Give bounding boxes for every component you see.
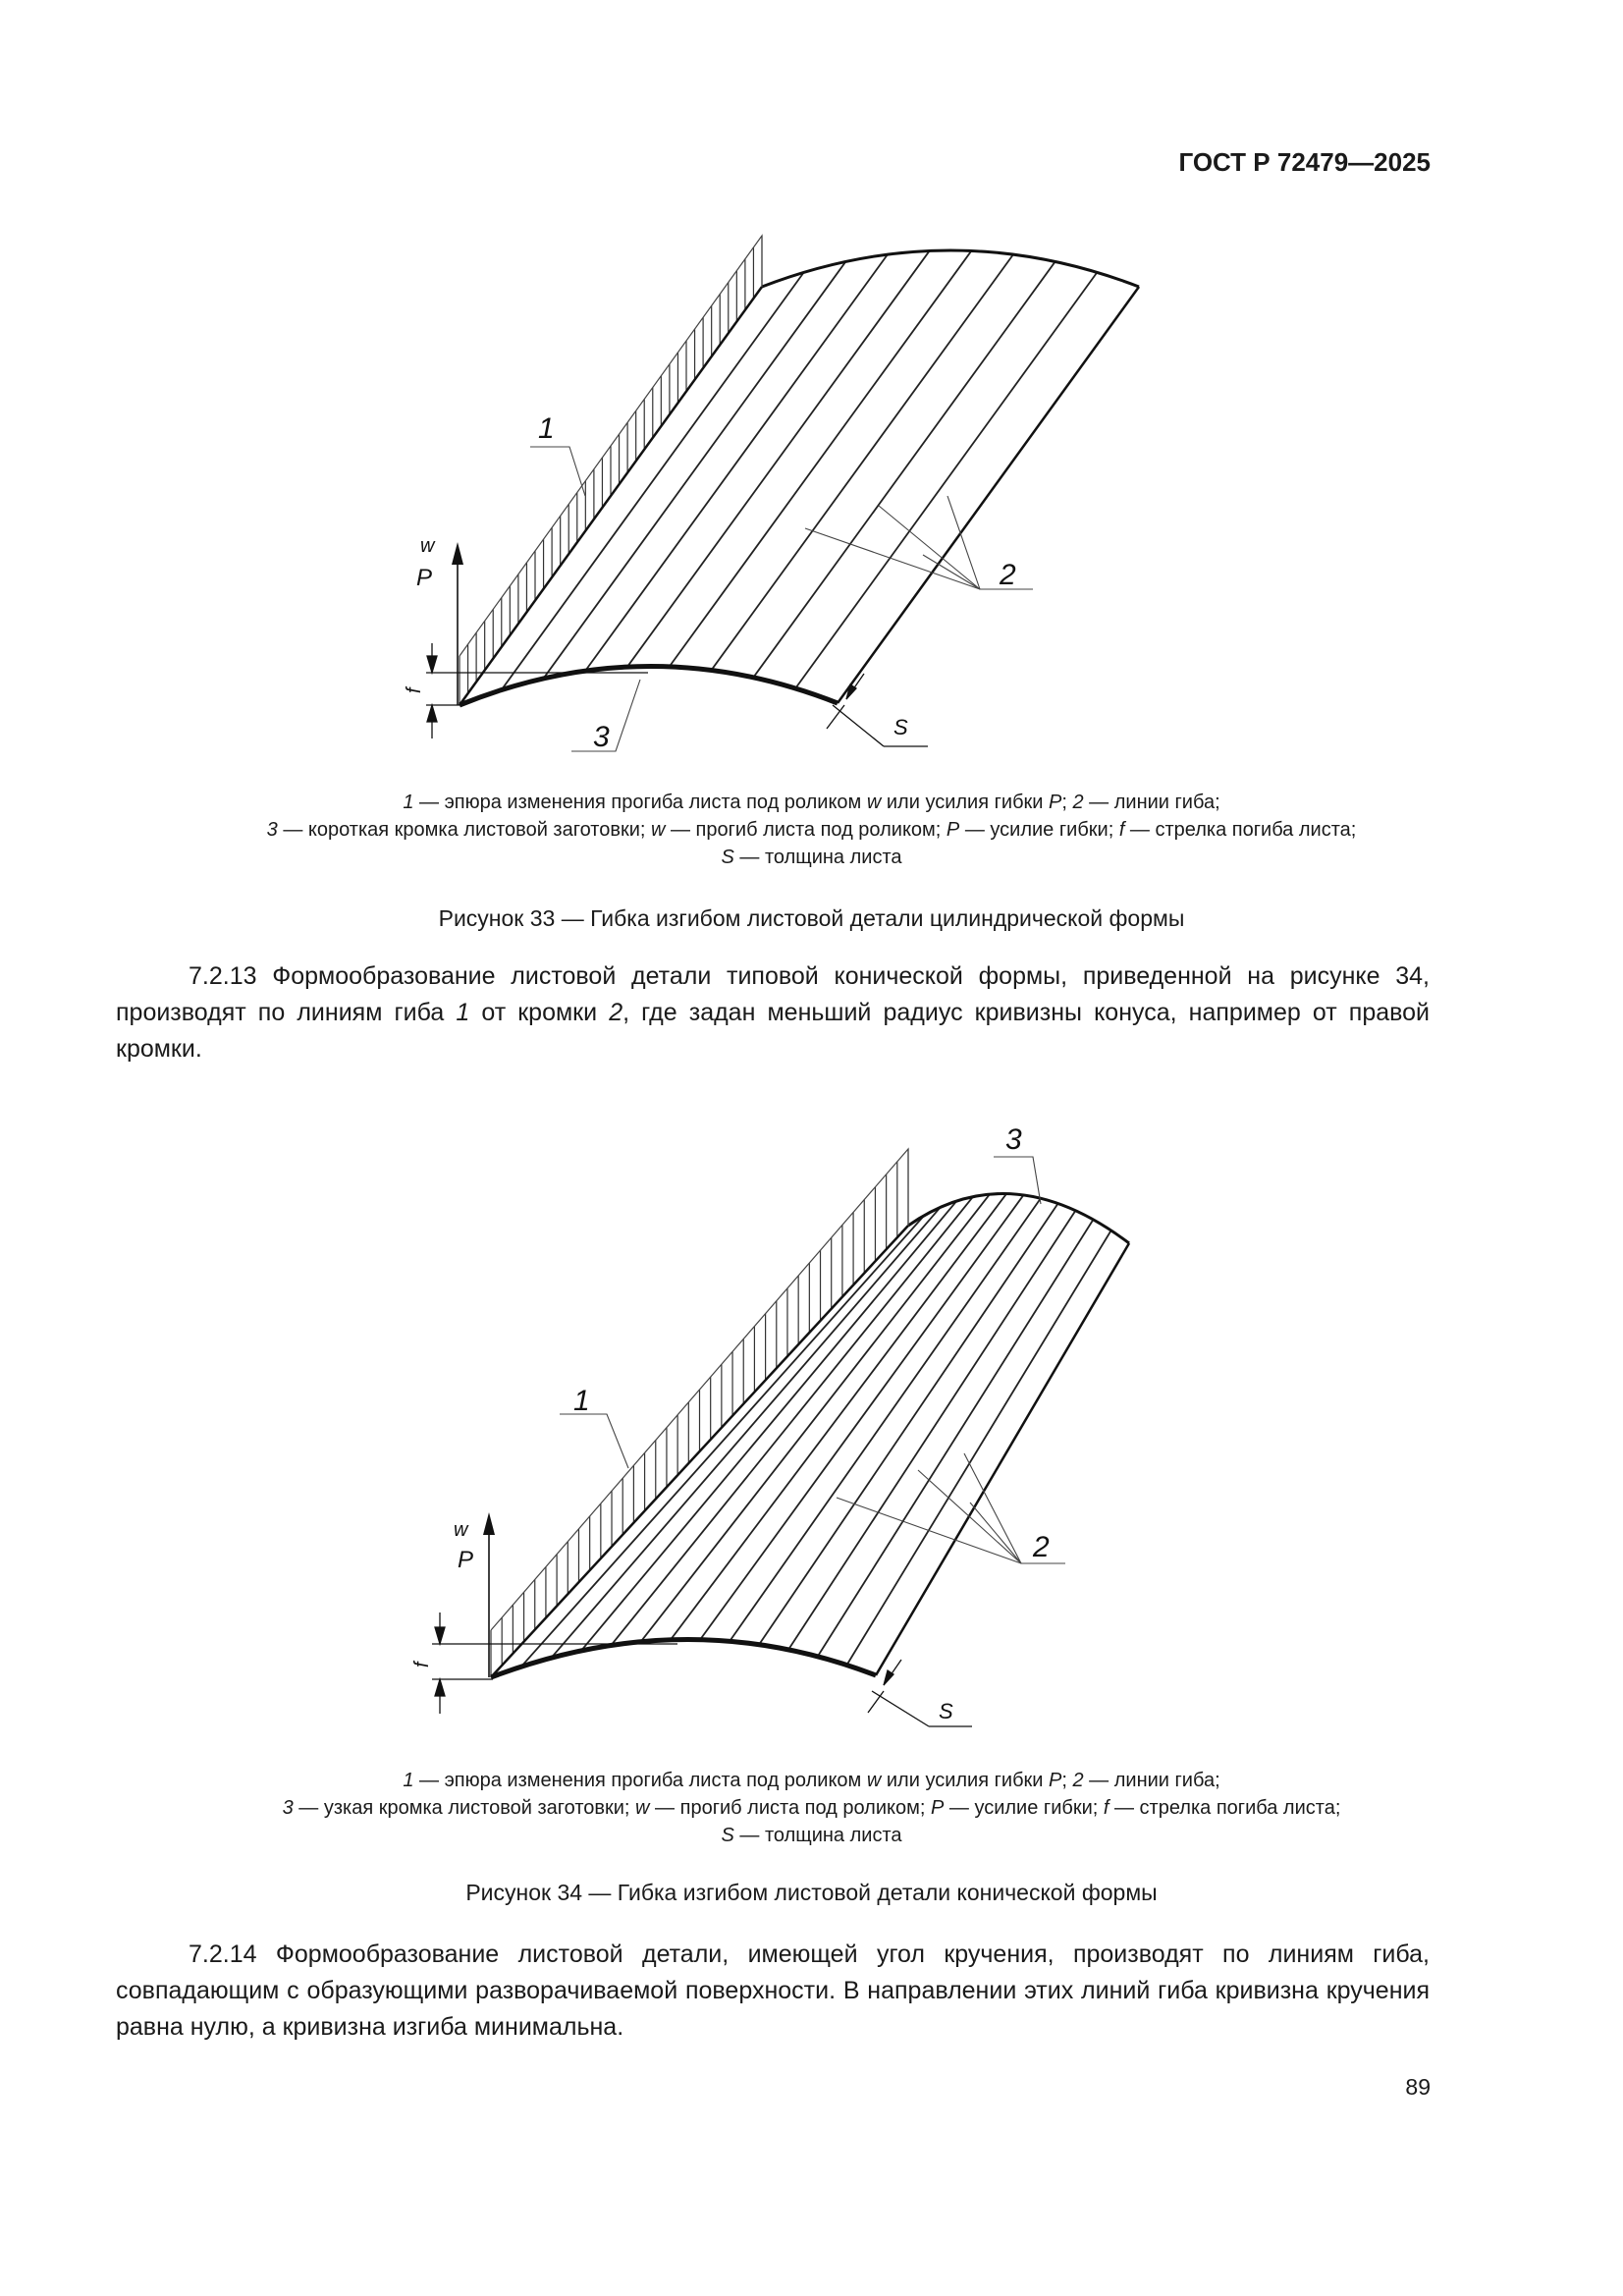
legend-text-run: P <box>946 819 960 841</box>
axis-label-p: P <box>458 1547 474 1573</box>
legend-text-run: w <box>635 1797 650 1819</box>
legend-text-run: — усилие гибки; <box>944 1797 1104 1819</box>
legend-text-run: — короткая кромка листовой заготовки; <box>277 819 651 841</box>
legend-text-run: или усилия гибки <box>881 1770 1050 1791</box>
label-2: 2 <box>1000 559 1016 591</box>
legend-text-run: 1 <box>403 1770 414 1791</box>
dimension-label-f: f <box>404 687 425 693</box>
bend-line <box>730 1198 1041 1641</box>
axis-label-w: w <box>420 535 435 557</box>
legend-text-run: f <box>1118 819 1125 841</box>
legend-line <box>0 789 1623 816</box>
legend-text-run: — усилие гибки; <box>959 819 1119 841</box>
legend-line <box>0 1794 1623 1822</box>
legend-text-run: — узкая кромка листовой заготовки; <box>293 1797 636 1819</box>
sheet-long-edge-left <box>460 287 762 705</box>
legend-text-run: 3 <box>282 1797 294 1819</box>
legend-text-run: — линии гиба; <box>1083 792 1220 813</box>
legend-line <box>0 1767 1623 1794</box>
bend-line <box>700 1195 1023 1640</box>
legend-text-run: — эпюра изменения прогиба листа под роликом <box>413 1770 867 1791</box>
legend-text-run: P <box>930 1797 945 1819</box>
legend-text-run: — толщина листа <box>733 847 902 868</box>
legend-text-run: или усилия гибки <box>881 792 1050 813</box>
dimension-label-s: S <box>893 715 908 739</box>
sheet-long-edge-left <box>491 1226 908 1677</box>
figure-34-legend <box>0 1767 1623 1849</box>
bend-lines <box>521 1194 1111 1667</box>
label-1: 1 <box>538 412 555 445</box>
bend-lines <box>502 250 1098 689</box>
bend-line <box>551 1207 940 1658</box>
standard-designation: ГОСТ Р 72479—2025 <box>1178 147 1431 177</box>
legend-text-run: P <box>1049 1770 1062 1791</box>
legend-text-run: w <box>866 792 882 813</box>
bend-line <box>670 250 972 666</box>
legend-line <box>0 816 1623 844</box>
dimension-label-f: f <box>411 1662 433 1667</box>
sheet-long-edge-right <box>838 287 1139 703</box>
bend-line <box>543 261 845 679</box>
legend-text-run: ; <box>1061 1770 1073 1791</box>
axis-label-p: P <box>416 565 433 591</box>
bend-line <box>502 272 804 689</box>
paragraph-text-run: от кромки <box>469 999 610 1026</box>
legend-text-run: 2 <box>1072 792 1084 813</box>
legend-text-run: — прогиб листа под роликом; <box>665 819 947 841</box>
legend-text-run: P <box>1049 792 1062 813</box>
bend-line <box>641 1194 990 1642</box>
figure-33-caption: Рисунок 33 — Гибка изгибом листовой детали цилиндрической формы <box>438 905 1185 931</box>
figure-33-drawing <box>0 0 1623 923</box>
bend-line <box>846 1230 1110 1666</box>
legend-text-run: 2 <box>1072 1770 1084 1791</box>
deflection-diagram-hatch <box>491 1149 908 1677</box>
sheet-short-edge <box>491 1639 876 1677</box>
paragraph-text-run: 7.2.13 Формообразование листовой детали типовой конической формы, приведенной на рисунке 34, производят по линиям гиба <box>116 962 1430 1026</box>
legend-text-run: 1 <box>403 792 414 813</box>
dimension-label-s: S <box>939 1699 953 1723</box>
legend-text-run: — стрелка погиба листа; <box>1124 819 1357 841</box>
legend-text-run: 3 <box>266 819 278 841</box>
dimension-s <box>868 1660 972 1726</box>
figure-34-caption: Рисунок 34 — Гибка изгибом листовой детали конической формы <box>465 1880 1158 1905</box>
label-3: 3 <box>1005 1123 1022 1156</box>
dimension-s <box>827 674 928 746</box>
legend-line <box>0 844 1623 871</box>
bend-line <box>711 254 1013 670</box>
leader-lines <box>530 447 1033 751</box>
label-2: 2 <box>1033 1531 1050 1563</box>
legend-text-run: — линии гиба; <box>1083 1770 1220 1791</box>
label-3: 3 <box>593 721 610 753</box>
bend-line <box>627 250 930 667</box>
legend-text-run: w <box>650 819 666 841</box>
bend-line <box>611 1197 973 1646</box>
diagram-envelope <box>460 236 762 656</box>
bend-line <box>795 272 1097 688</box>
legend-text-run: — стрелка погиба листа; <box>1109 1797 1341 1819</box>
paragraph-7-2-13 <box>116 958 1430 1067</box>
axis-wp-arrow <box>483 1512 495 1535</box>
bend-line <box>581 1201 956 1651</box>
legend-text-run: — эпюра изменения прогиба листа под роликом <box>413 792 867 813</box>
legend-text-run: f <box>1103 1797 1109 1819</box>
bend-line <box>753 261 1055 677</box>
bend-line <box>521 1216 925 1667</box>
paragraph-7-2-14 <box>116 1937 1430 2046</box>
legend-text-run: ; <box>1061 792 1073 813</box>
sheet-top-edge <box>762 250 1139 287</box>
legend-text-run: — толщина листа <box>733 1825 902 1846</box>
dimension-f <box>432 1613 677 1714</box>
axis-label-w: w <box>454 1519 468 1541</box>
page-number: 89 <box>1405 2074 1431 2100</box>
legend-text-run: — прогиб листа под роликом; <box>649 1797 931 1819</box>
axis-wp-arrow <box>452 542 463 565</box>
paragraph-text-run: 2 <box>609 999 623 1026</box>
paragraph-text-run: , где задан меньший радиус кривизны конуса, например от правой кромки. <box>116 999 1430 1063</box>
paragraph-text-run: 1 <box>456 999 470 1026</box>
legend-text-run: w <box>866 1770 882 1791</box>
legend-line <box>0 1822 1623 1849</box>
legend-text-run: S <box>721 847 734 868</box>
paragraph-text-run: 7.2.14 Формообразование листовой детали, имеющей угол кручения, производят по линиям гиба, совпадающим с образующими разворачиваемой поверхности. В направлении этих линий гиба кривизна кручения равна нулю, а кривизна изгиба минимальна. <box>116 1941 1430 2041</box>
figure-33-legend <box>0 789 1623 871</box>
label-1: 1 <box>573 1385 590 1417</box>
bend-line <box>818 1220 1094 1657</box>
legend-text-run: S <box>721 1825 734 1846</box>
diagram-envelope <box>491 1149 908 1630</box>
